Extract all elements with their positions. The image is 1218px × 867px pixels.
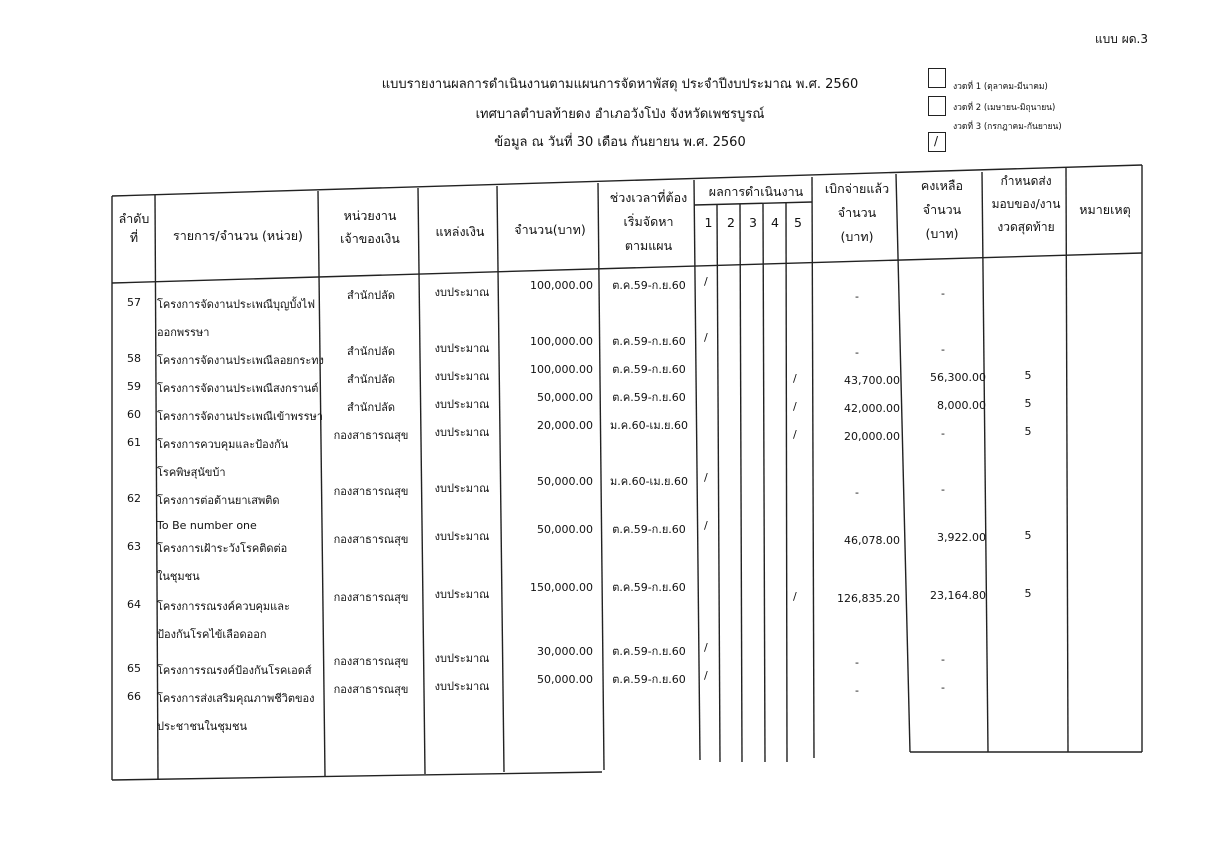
row-remaining: 56,300.00 [930,371,986,385]
row-item-line: โครงการจัดงานประเพณีสงกรานต์ [157,381,319,395]
row-status-mark: / [704,470,708,484]
row-remaining: - [941,681,945,695]
row-amount: 150,000.00 [530,580,593,594]
row-remaining: - [941,653,945,667]
row-no: 62 [127,491,141,505]
row-amount: 50,000.00 [537,474,593,488]
header-deadline: กำหนดส่ง มอบของ/งาน งวดสุดท้าย [991,174,1061,234]
row-source: งบประมาณ [434,482,490,495]
row-disbursed: - [855,655,859,669]
report-date-line: ข้อมูล ณ วันที่ 30 เดือน กันยายน พ.ศ. 2560 [494,135,746,150]
row-item-line: โครงการจัดงานประเพณีลอยกระทง [157,353,324,367]
row-item-line: To Be number one [157,518,257,532]
row-no: 65 [127,661,141,675]
row-item-line: ออกพรรษา [157,325,210,339]
row-item-line: โครงการควบคุมและป้องกัน [157,437,289,451]
header-result-col-4: 4 [771,215,779,230]
row-amount: 50,000.00 [537,522,593,536]
row-disbursed: 43,700.00 [844,373,900,387]
row-no: 63 [127,539,141,553]
row-status-mark: / [704,640,708,654]
row-unit: สำนักปลัด [347,344,395,358]
row-disbursed: - [855,485,859,499]
row-amount: 50,000.00 [537,390,593,404]
row-deadline: 5 [1024,424,1032,438]
row-status-mark: / [704,274,708,288]
row-status-mark: / [793,400,797,414]
report-title: แบบรายงานผลการดำเนินงานตามแผนการจัดหาพัสดุ ประจำปีงบประมาณ พ.ศ. 2560 [381,77,859,92]
header-remark: หมายเหตุ [1079,202,1131,217]
row-no: 57 [127,295,141,309]
row-item-line: ในชุมชน [157,569,200,583]
quarter-3-check-mark: / [934,134,939,148]
header-result-col-3: 3 [749,215,757,230]
header-no: ลำดับ ที่ [118,211,150,245]
row-source: งบประมาณ [434,342,490,355]
row-item-line: โครงการรณรงค์ป้องกันโรคเอดส์ [157,663,312,677]
header-source: แหล่งเงิน [435,224,485,239]
header-item: รายการ/จำนวน (หน่วย) [173,228,303,243]
row-amount: 100,000.00 [530,362,593,376]
header-unit: หน่วยงาน เจ้าของเงิน [340,208,400,246]
row-period: ต.ค.59-ก.ย.60 [612,522,686,536]
row-no: 58 [127,351,141,365]
row-period: ต.ค.59-ก.ย.60 [612,390,686,404]
row-period: ต.ค.59-ก.ย.60 [612,672,686,686]
header-disbursed: เบิกจ่ายแล้ว จำนวน (บาท) [824,181,890,244]
header-period: ช่วงเวลาที่ต้อง เริ่มจัดหา ตามแผน [609,190,688,253]
row-no: 60 [127,407,141,421]
row-item-line: โครงการเฝ้าระวังโรคติดต่อ [157,541,288,555]
header-remaining: คงเหลือ จำนวน (บาท) [920,178,964,241]
row-unit: กองสาธารณสุข [333,590,409,604]
row-disbursed: 46,078.00 [844,533,900,547]
row-disbursed: - [855,683,859,697]
quarter-3-label: งวดที่ 3 (กรกฎาคม-กันยายน) [953,122,1062,132]
row-unit: สำนักปลัด [347,288,395,302]
row-remaining: 3,922.00 [937,531,986,545]
row-no: 59 [127,379,141,393]
row-unit: สำนักปลัด [347,400,395,414]
organization-line: เทศบาลตำบลท้ายดง อำเภอวังโป่ง จังหวัดเพชรบูรณ์ [475,107,765,122]
row-period: ต.ค.59-ก.ย.60 [612,580,686,594]
row-unit: สำนักปลัด [347,372,395,386]
row-item-line: โครงการต่อต้านยาเสพติด [157,493,280,507]
row-source: งบประมาณ [434,286,490,299]
header-result: ผลการดำเนินงาน [708,184,804,199]
row-amount: 100,000.00 [530,278,593,292]
row-remaining: - [941,483,945,497]
row-item-line: โครงการส่งเสริมคุณภาพชีวิตของ [157,691,315,705]
row-unit: กองสาธารณสุข [333,654,409,668]
row-amount: 50,000.00 [537,672,593,686]
row-remaining: 23,164.80 [930,589,986,603]
row-source: งบประมาณ [434,588,490,601]
row-unit: กองสาธารณสุข [333,682,409,696]
row-item-line: โรคพิษสุนัขบ้า [157,465,226,479]
quarter-1-label: งวดที่ 1 (ตุลาคม-มีนาคม) [953,82,1048,92]
row-amount: 100,000.00 [530,334,593,348]
row-source: งบประมาณ [434,652,490,665]
row-disbursed: 42,000.00 [844,401,900,415]
quarter-2-label: งวดที่ 2 (เมษายน-มิถุนายน) [953,103,1056,113]
row-period: ม.ค.60-เม.ย.60 [609,474,688,488]
row-disbursed: - [855,345,859,359]
row-status-mark: / [704,518,708,532]
row-period: ม.ค.60-เม.ย.60 [609,418,688,432]
row-source: งบประมาณ [434,426,490,439]
row-status-mark: / [793,428,797,442]
row-disbursed: - [855,289,859,303]
row-deadline: 5 [1024,368,1032,382]
row-period: ต.ค.59-ก.ย.60 [612,362,686,376]
row-remaining: - [941,343,945,357]
row-item-line: โครงการจัดงานประเพณีเข้าพรรษา [157,409,323,423]
row-unit: กองสาธารณสุข [333,484,409,498]
header-result-col-5: 5 [794,215,802,230]
row-no: 64 [127,597,141,611]
row-unit: กองสาธารณสุข [333,532,409,546]
row-unit: กองสาธารณสุข [333,428,409,442]
row-deadline: 5 [1024,396,1032,410]
row-remaining: - [941,287,945,301]
row-no: 66 [127,689,141,703]
row-deadline: 5 [1024,586,1032,600]
row-status-mark: / [704,330,708,344]
row-status-mark: / [793,372,797,386]
row-item-line: ประชาชนในชุมชน [157,719,248,733]
row-period: ต.ค.59-ก.ย.60 [612,334,686,348]
row-amount: 20,000.00 [537,418,593,432]
row-item-line: โครงการจัดงานประเพณีบุญบั้งไฟ [157,297,315,311]
row-amount: 30,000.00 [537,644,593,658]
row-deadline: 5 [1024,528,1032,542]
row-remaining: - [941,427,945,441]
row-status-mark: / [793,590,797,604]
row-source: งบประมาณ [434,680,490,693]
header-result-col-2: 2 [727,215,735,230]
row-item-line: โครงการรณรงค์ควบคุมและ [157,599,290,613]
row-no: 61 [127,435,141,449]
header-result-col-1: 1 [704,215,713,230]
row-period: ต.ค.59-ก.ย.60 [612,644,686,658]
row-source: งบประมาณ [434,530,490,543]
form-code: แบบ ผด.3 [1094,32,1148,46]
row-remaining: 8,000.00 [937,399,986,413]
row-item-line: ป้องกันโรคไข้เลือดออก [157,627,267,641]
row-status-mark: / [704,668,708,682]
row-disbursed: 126,835.20 [837,591,900,605]
row-source: งบประมาณ [434,370,490,383]
row-period: ต.ค.59-ก.ย.60 [612,278,686,292]
row-disbursed: 20,000.00 [844,429,900,443]
header-amount: จำนวน(บาท) [514,222,586,237]
row-source: งบประมาณ [434,398,490,411]
